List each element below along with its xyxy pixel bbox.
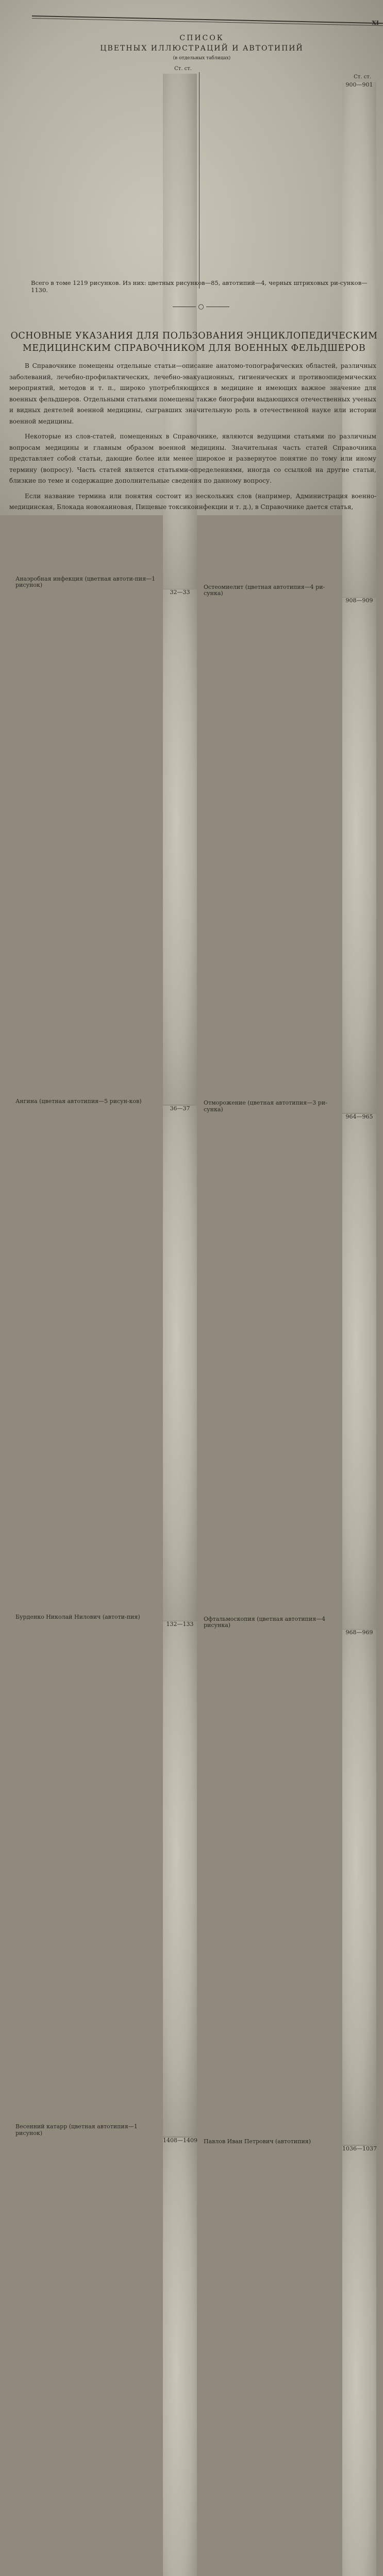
entry-pages: 908—909	[342, 598, 376, 1113]
entry-pages: 132—133	[163, 1621, 197, 2137]
entry-name: Отморожение (цветная автотипия—3 ри-сунка)	[204, 1100, 342, 1113]
document-page	[0, 0, 383, 515]
page-number: XI	[372, 20, 379, 26]
section-separator	[165, 303, 237, 311]
entry-name: Анаэробная инфекция (цветная автоти-пия—1 рисунок)	[15, 576, 163, 589]
list-entry	[204, 1630, 376, 2145]
entry-pages: 1408—1409	[163, 2138, 197, 2576]
entry-name: Бурденко Николай Нилович (автоти-пия)	[15, 1614, 163, 1621]
list-title: СПИСОК	[0, 34, 383, 42]
list-subtitle: (в отдельных таблицах)	[0, 56, 383, 61]
entry-pages: 1036—1037	[342, 2146, 376, 2576]
total-note: Всего в томе 1219 рисунков. Из них: цветных рисунков—85, автотипий—4, черных штриховых ри-сунков—1130.	[31, 279, 374, 294]
entry-name: Весенний катарр (цветная автотипия—1 рисунок)	[15, 2124, 163, 2137]
entry-name: Остеомиелит (цветная автотипия—4 ри-сунка)	[204, 584, 342, 597]
entry-pages: 32—33	[163, 589, 197, 1105]
entry-name: Павлов Иван Петрович (автотипия)	[204, 2139, 342, 2145]
paragraph: Некоторые из слов-статей, помещенных в Справочнике, являются ведущими статьями по различным вопросам медицины и главным образом военной медицины. Значительная часть статей Справочника представляет собой статьи, дающие более или менее широкое и развернутое понятие по тому или иному термину (вопросу). Часть статей является статьями-определениями, иногда со ссылкой на другие статьи, близкие по теме и содержащие дополнительные сведения по данному вопросу.	[9, 431, 376, 487]
list-entry	[204, 1114, 376, 1629]
paragraph: В Справочнике помещены отдельные статьи—описание анатомо-топографических областей, различных заболеваний, лечебно-профилактических, лечебно-эвакуационных, гигиенических и противоэпидемических мероприятий, методов и т. п., широко употребляющихся в медицине и имеющих важное значение для военных фельдшеров. Отдельными статьями помещены также биографии выдающихся отечественных ученых и видных деятелей военной медицины, сыгравших значительную роль в отечественной науке или истории военной медицины.	[9, 361, 376, 427]
entry-pages: 36—37	[163, 1106, 197, 1621]
list-entry	[15, 1106, 197, 1621]
list-entry	[15, 2138, 197, 2576]
list-entry	[15, 1621, 197, 2137]
entry-pages: 968—969	[342, 1630, 376, 2145]
entry-pages: 900—901	[342, 82, 376, 597]
entry-name: Офтальмоскопия (цветная автотипия—4 рисунка)	[204, 1616, 342, 1629]
list-entry	[204, 2146, 376, 2576]
entry-pages: 964—965	[342, 1114, 376, 1629]
column-header: Ст. ст.	[15, 66, 197, 73]
paragraph: Если название термина или понятия состоит из нескольких слов (например, Администрация военно-медицинская, Блокада новокаиновая, Пищевые токсикоинфекции и т. д.), в Справочнике дается статья,	[9, 491, 376, 513]
list-entry	[204, 598, 376, 1113]
body-text	[9, 361, 376, 517]
separator-symbol: ○	[198, 303, 204, 311]
column-header: Ст. ст.	[204, 74, 376, 81]
section-heading: ОСНОВНЫЕ УКАЗАНИЯ ДЛЯ ПОЛЬЗОВАНИЯ ЭНЦИКЛОПЕДИЧЕСКИМ МЕДИЦИНСКИМ СПРАВОЧНИКОМ ДЛЯ ВОЕННЫХ ФЕЛЬДШЕРОВ	[10, 330, 378, 354]
list-entry	[15, 589, 197, 1105]
entry-name: Ангина (цветная автотипия—5 рисун-ков)	[15, 1098, 163, 1105]
list-title-line2: ЦВЕТНЫХ ИЛЛЮСТРАЦИЙ И АВТОТИПИЙ	[0, 44, 383, 53]
